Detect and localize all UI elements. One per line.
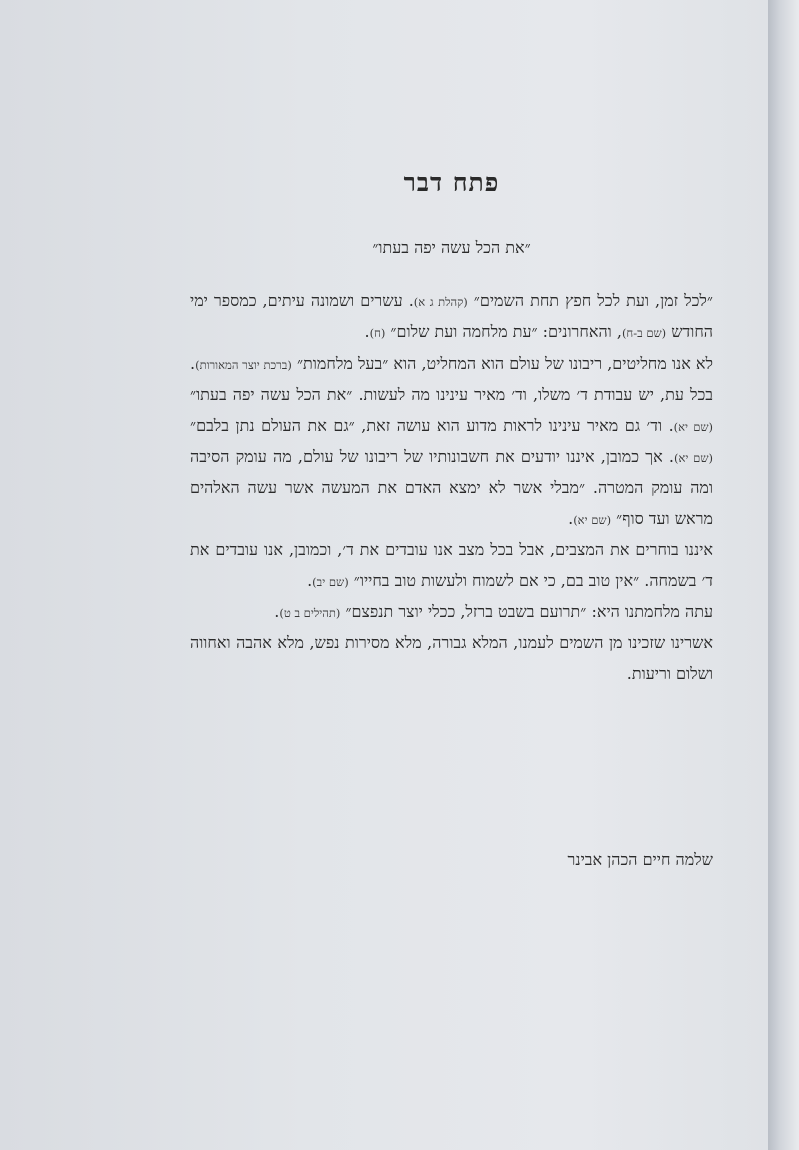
source-citation: (שם יא) xyxy=(573,512,612,527)
text-span: ״לכל זמן, ועת לכל חפץ תחת השמים״ xyxy=(467,291,713,310)
source-citation: (ברכת יוצר המאורות) xyxy=(195,357,292,372)
page-content xyxy=(190,0,713,1150)
text-span: איננו בוחרים את המצבים, אבל בכל מצב אנו עובדים את ד׳, וכמובן, אנו עובדים את ד׳ בשמחה. ״אין טוב בם, כי אם לשמוח ולעשות טוב בחייו״ xyxy=(190,540,713,590)
text-span: עתה מלחמתנו היא: ״תרועם בשבט ברזל, ככלי יוצר תנפצם״ xyxy=(340,602,713,622)
text-span: . וד׳ גם מאיר עינינו לראות מדוע הוא עושה זאת, ״גם את העולם נתן בלבם״ xyxy=(190,415,674,435)
text-span: . xyxy=(364,322,370,342)
text-span: . xyxy=(568,508,574,528)
text-span: . בכל עת, יש עבודת ד׳ משלו, וד׳ מאיר עינינו מה לעשות. ״את הכל עשה יפה בעתו״ xyxy=(190,353,713,405)
text-span: . xyxy=(274,602,280,622)
source-citation: (קהלת ג א) xyxy=(413,295,468,309)
paragraph-2 xyxy=(190,349,713,535)
paragraph-3 xyxy=(190,535,713,597)
text-span: , והאחרונים: ״עת מלחמה ועת שלום״ xyxy=(385,322,622,342)
text-span: . xyxy=(307,570,313,590)
text-span: . אך כמובן, איננו יודעים את חשבונותיו של ריבונו של עולם, מה עומק הסיבה ומה עומק המטרה. ״מבלי אשר לא ימצא האדם את המעשה אשר עשה האלהים מראש ועד סוף״ xyxy=(190,447,713,528)
text-span: אשרינו שזכינו מן השמים לעמנו, המלא גבורה, מלא מסירות נפש, מלא אהבה ואחווה ושלום וריעות. xyxy=(190,633,713,683)
paragraph-1 xyxy=(190,286,713,349)
source-citation: (שם יא) xyxy=(674,451,713,466)
paragraph-4 xyxy=(190,597,713,628)
source-citation: (שם יא) xyxy=(673,419,713,434)
page-title: פתח דבר xyxy=(403,168,500,197)
source-citation: (שם ב-ח) xyxy=(621,326,667,341)
paragraph-5 xyxy=(190,628,713,689)
text-span: . עשרים ושמונה עיתים, כמספר ימי החודש xyxy=(190,291,713,342)
source-citation: (תהילים ב ט) xyxy=(279,606,341,621)
author-signature: שלמה חיים הכהן אבינר xyxy=(567,850,713,869)
source-citation: (שם יב) xyxy=(312,574,349,589)
source-citation: (ח) xyxy=(369,326,386,341)
text-span: לא אנו מחליטים, ריבונו של עולם הוא המחליט, הוא ״בעל מלחמות״ xyxy=(291,353,714,373)
body-text xyxy=(190,286,713,689)
page-subtitle: ״את הכל עשה יפה בעתו״ xyxy=(372,238,531,257)
page-edge xyxy=(768,0,799,1150)
